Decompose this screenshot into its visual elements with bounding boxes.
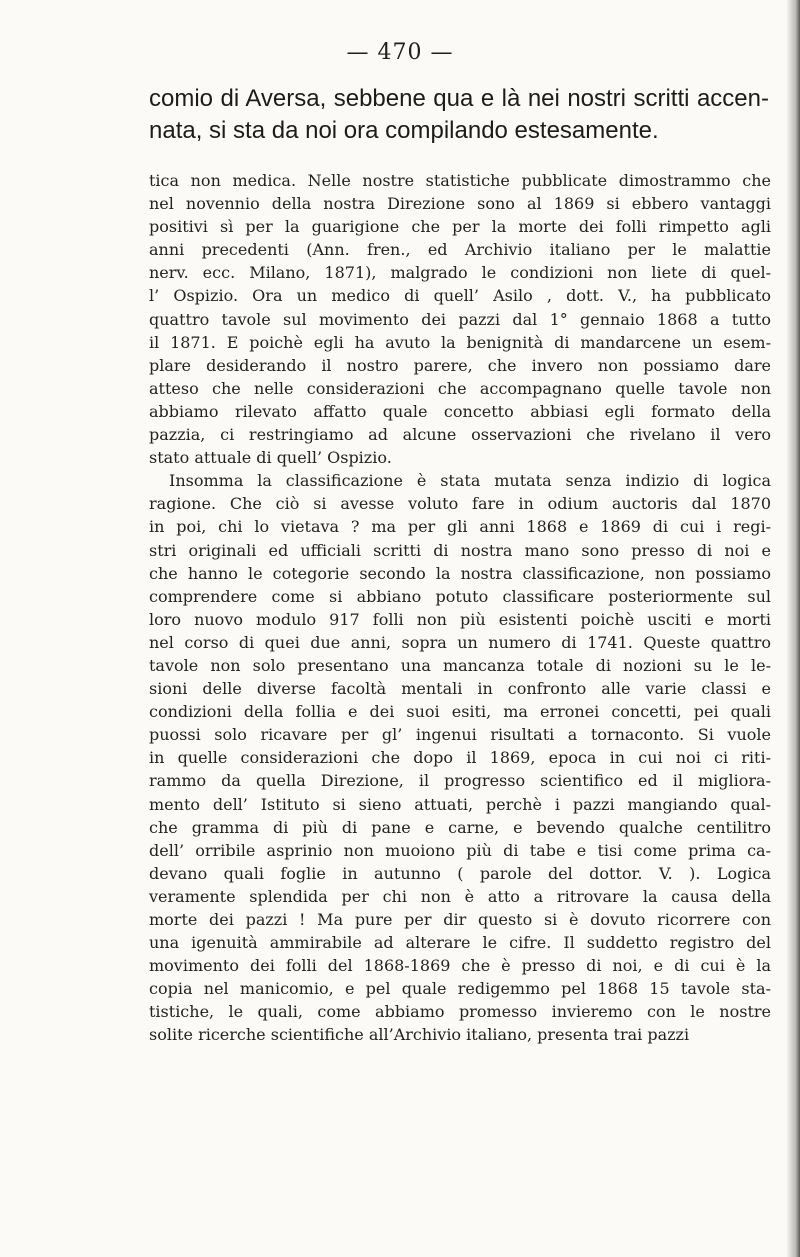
footnote-line: nata, si sta da noi ora compilando estesamente. — [149, 117, 659, 144]
text-line: rammo da quella Direzione, il progresso scientifico ed il migliora- — [149, 771, 771, 791]
text-line: atteso che nelle considerazioni che accompagnano quelle tavole non — [149, 378, 771, 398]
text-line: movimento dei folli del 1868-1869 che è presso di noi, e di cui è la — [149, 956, 771, 976]
main-text — [149, 169, 771, 1047]
text-line: copia nel manicomio, e pel quale redigemmo pel 1868 15 tavole sta- — [149, 979, 771, 999]
text-line: in quelle considerazioni che dopo il 1869, epoca in cui noi ci riti- — [149, 748, 771, 768]
text-line: quattro tavole sul movimento dei pazzi dal 1° gennaio 1868 a tutto — [149, 309, 771, 329]
text-line: loro nuovo modulo 917 folli non più esistenti poichè usciti e morti — [149, 609, 771, 629]
text-line: che gramma di più di pane e carne, e bevendo qualche centilitro — [149, 817, 771, 837]
text-line: ragione. Che ciò si avesse voluto fare in odium auctoris dal 1870 — [149, 494, 771, 514]
page-edge-shadow — [786, 0, 800, 1257]
text-line: plare desiderando il nostro parere, che invero non possiamo dare — [149, 355, 771, 375]
text-line: stato attuale di quell’ Ospizio. — [149, 448, 392, 468]
text-line: puossi solo ricavare per gl’ ingenui risultati a tornaconto. Si vuole — [149, 725, 771, 745]
text-line: una igenuità ammirabile ad alterare le cifre. Il suddetto registro del — [149, 933, 771, 953]
footnote-line: comio di Aversa, sebbene qua e là nei nostri scritti accen- — [149, 85, 769, 112]
text-line: in poi, chi lo vietava ? ma per gli anni 1868 e 1869 di cui i regi- — [149, 517, 771, 537]
text-line: veramente splendida per chi non è atto a ritrovare la causa della — [149, 886, 771, 906]
text-line: Insomma la classificazione è stata mutata senza indizio di logica — [169, 471, 771, 491]
text-line: solite ricerche scientifiche all’Archivio italiano, presenta trai pazzi — [149, 1025, 690, 1045]
text-line: dell’ orribile asprinio non muoiono più di tabe e tisi come prima ca- — [149, 840, 771, 860]
text-line: stri originali ed ufficiali scritti di nostra mano sono presso di noi e — [149, 540, 771, 560]
text-line: nel corso di quei due anni, sopra un numero di 1741. Queste quattro — [149, 632, 771, 652]
text-line: nerv. ecc. Milano, 1871), malgrado le condizioni non liete di quel- — [149, 263, 771, 283]
text-line: positivi sì per la guarigione che per la morte dei folli rimpetto agli — [149, 217, 771, 237]
text-line: tistiche, le quali, come abbiamo promesso invieremo con le nostre — [149, 1002, 771, 1022]
text-line: nel novennio della nostra Direzione sono al 1869 si ebbero vantaggi — [149, 194, 771, 214]
text-line: pazzia, ci restringiamo ad alcune osservazioni che rivelano il vero — [149, 425, 771, 445]
text-line: anni precedenti (Ann. fren., ed Archivio italiano per le malattie — [149, 240, 771, 260]
text-line: morte dei pazzi ! Ma pure per dir questo si è dovuto ricorrere con — [149, 910, 771, 929]
text-line: mento dell’ Istituto si sieno attuati, perchè i pazzi mangiando qual- — [149, 794, 771, 814]
text-line: l’ Ospizio. Ora un medico di quell’ Asilo , dott. V., ha pubblicato — [149, 286, 771, 306]
text-line: comprendere come si abbiano potuto classificare posteriormente sul — [149, 586, 771, 606]
text-line: che hanno le cotegorie secondo la nostra classificazione, non possiamo — [149, 563, 771, 583]
text-line: tica non medica. Nelle nostre statistiche pubblicate dimostrammo che — [149, 171, 771, 190]
page-number: — 470 — — [346, 40, 454, 65]
text-line: abbiamo rilevato affatto quale concetto abbiasi egli formato della — [149, 401, 771, 421]
text-line: il 1871. E poichè egli ha avuto la benignità di mandarcene un esem- — [149, 332, 771, 352]
text-line: devano quali foglie in autunno ( parole del dottor. V. ). Logica — [149, 863, 771, 883]
footnote-continuation — [149, 83, 769, 147]
text-line: sioni delle diverse facoltà mentali in confronto alle varie classi e — [149, 679, 771, 699]
text-line: tavole non solo presentano una mancanza totale di nozioni su le le- — [149, 655, 771, 675]
text-line: condizioni della follia e dei suoi esiti, ma erronei concetti, pei quali — [149, 702, 771, 722]
